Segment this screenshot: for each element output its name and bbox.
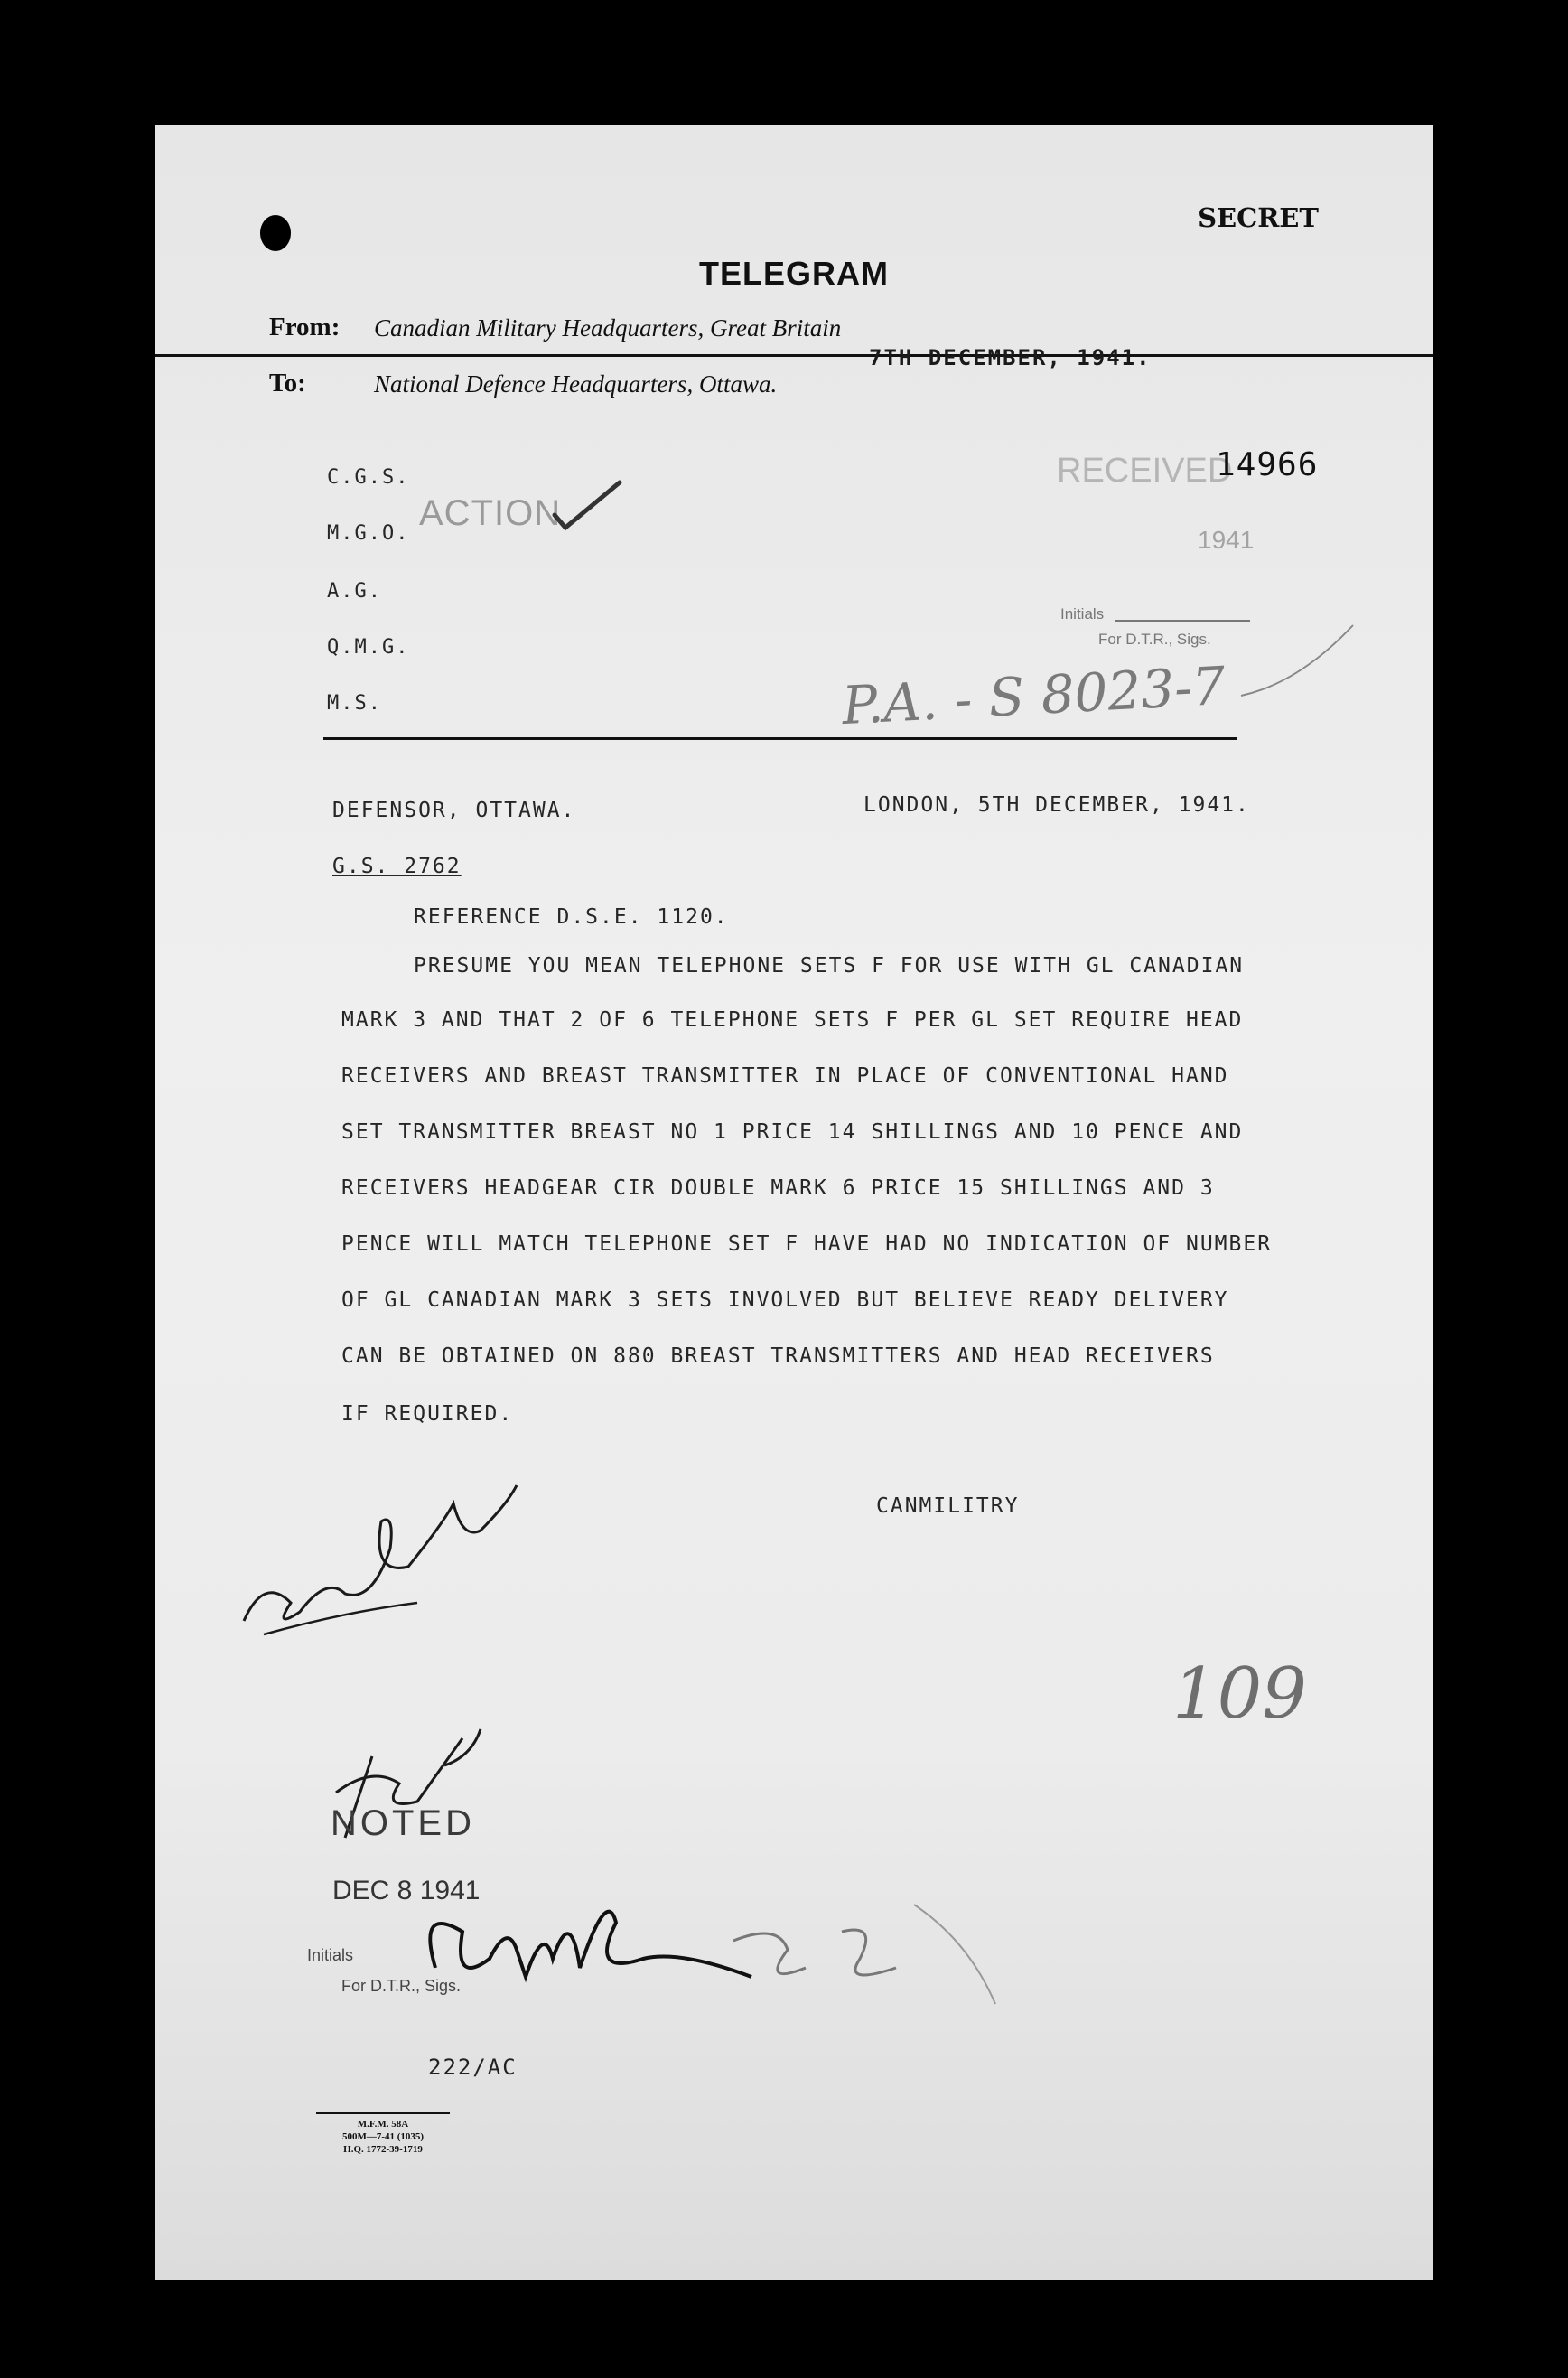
body-line: PENCE WILL MATCH TELEPHONE SET F HAVE HAD NO INDICATION OF NUMBER xyxy=(341,1232,1273,1256)
signature: CANMILITRY xyxy=(876,1494,1020,1518)
distribution-item: A.G. xyxy=(327,580,382,603)
body-line: IF REQUIRED. xyxy=(341,1402,514,1426)
form-title: TELEGRAM xyxy=(699,255,889,292)
from-label: From: xyxy=(269,313,341,342)
distribution-item: Q.M.G. xyxy=(327,636,410,659)
body-line: OF GL CANADIAN MARK 3 SETS INVOLVED BUT BELIEVE READY DELIVERY xyxy=(341,1288,1229,1312)
body-line: RECEIVERS AND BREAST TRANSMITTER IN PLACE OF CONVENTIONAL HAND xyxy=(341,1064,1229,1088)
file-code: 222/AC xyxy=(428,2055,518,2080)
message-number: G.S. 2762 xyxy=(332,855,462,878)
body-line: RECEIVERS HEADGEAR CIR DOUBLE MARK 6 PRICE 15 SHILLINGS AND 3 xyxy=(341,1176,1215,1200)
body-line: PRESUME YOU MEAN TELEPHONE SETS F FOR USE WITH GL CANADIAN xyxy=(414,954,1245,978)
distribution-item: M.G.O. xyxy=(327,522,410,545)
check-mark-icon xyxy=(551,479,623,533)
form-hq-number: H.Q. 1772-39-1719 xyxy=(343,2144,423,2155)
noted-for-label: For D.T.R., Sigs. xyxy=(341,1977,462,1995)
to-label: To: xyxy=(269,369,306,398)
body-line: SET TRANSMITTER BREAST NO 1 PRICE 14 SHILLINGS AND 10 PENCE AND xyxy=(341,1120,1244,1144)
noted-stamp-label: NOTED xyxy=(331,1803,475,1843)
handwritten-note: 109 xyxy=(1172,1653,1307,1735)
distribution-rule xyxy=(323,737,1237,740)
address: DEFENSOR, OTTAWA. xyxy=(332,799,576,822)
stamped-date: 7TH DECEMBER, 1941. xyxy=(869,345,1152,370)
received-year: 1941 xyxy=(1198,526,1255,554)
dateline: LONDON, 5TH DECEMBER, 1941. xyxy=(863,793,1250,817)
received-number: 14966 xyxy=(1216,446,1319,483)
body-line: MARK 3 AND THAT 2 OF 6 TELEPHONE SETS F PER GL SET REQUIRE HEAD xyxy=(341,1008,1244,1032)
classification-label: SECRET xyxy=(1198,202,1319,233)
noted-initials-label: Initials xyxy=(307,1946,354,1964)
distribution-item: M.S. xyxy=(327,692,382,715)
from-value: Canadian Military Headquarters, Great Britain xyxy=(374,314,842,342)
body-line: CAN BE OBTAINED ON 880 BREAST TRANSMITTERS AND HEAD RECEIVERS xyxy=(341,1344,1215,1368)
telegram-form xyxy=(155,125,1433,2280)
form-footer xyxy=(316,2118,450,2156)
pencil-flourish-icon xyxy=(1236,620,1362,701)
reference-line: REFERENCE D.S.E. 1120. xyxy=(414,905,729,929)
file-reference: P.A. - S 8023-7 xyxy=(840,654,1227,737)
received-initials-label: Initials xyxy=(1060,605,1105,623)
noted-initials-scrawl-icon xyxy=(372,1868,1004,2013)
punch-hole-icon xyxy=(260,215,291,251)
form-print-run: 500M—7-41 (1035) xyxy=(341,2131,425,2142)
header-rule xyxy=(155,354,1433,357)
handwritten-signature-icon xyxy=(237,1467,562,1856)
footer-rule xyxy=(316,2112,450,2114)
action-stamp: ACTION xyxy=(419,493,562,533)
to-value: National Defence Headquarters, Ottawa. xyxy=(374,370,778,398)
initials-line xyxy=(1115,620,1250,622)
received-stamp-label: RECEIVED xyxy=(1057,452,1233,490)
received-for-label: For D.T.R., Sigs. xyxy=(1098,631,1211,648)
form-number: M.F.M. 58A xyxy=(357,2119,409,2130)
distribution-item: C.G.S. xyxy=(327,466,410,489)
noted-date: DEC 8 1941 xyxy=(332,1876,481,1905)
